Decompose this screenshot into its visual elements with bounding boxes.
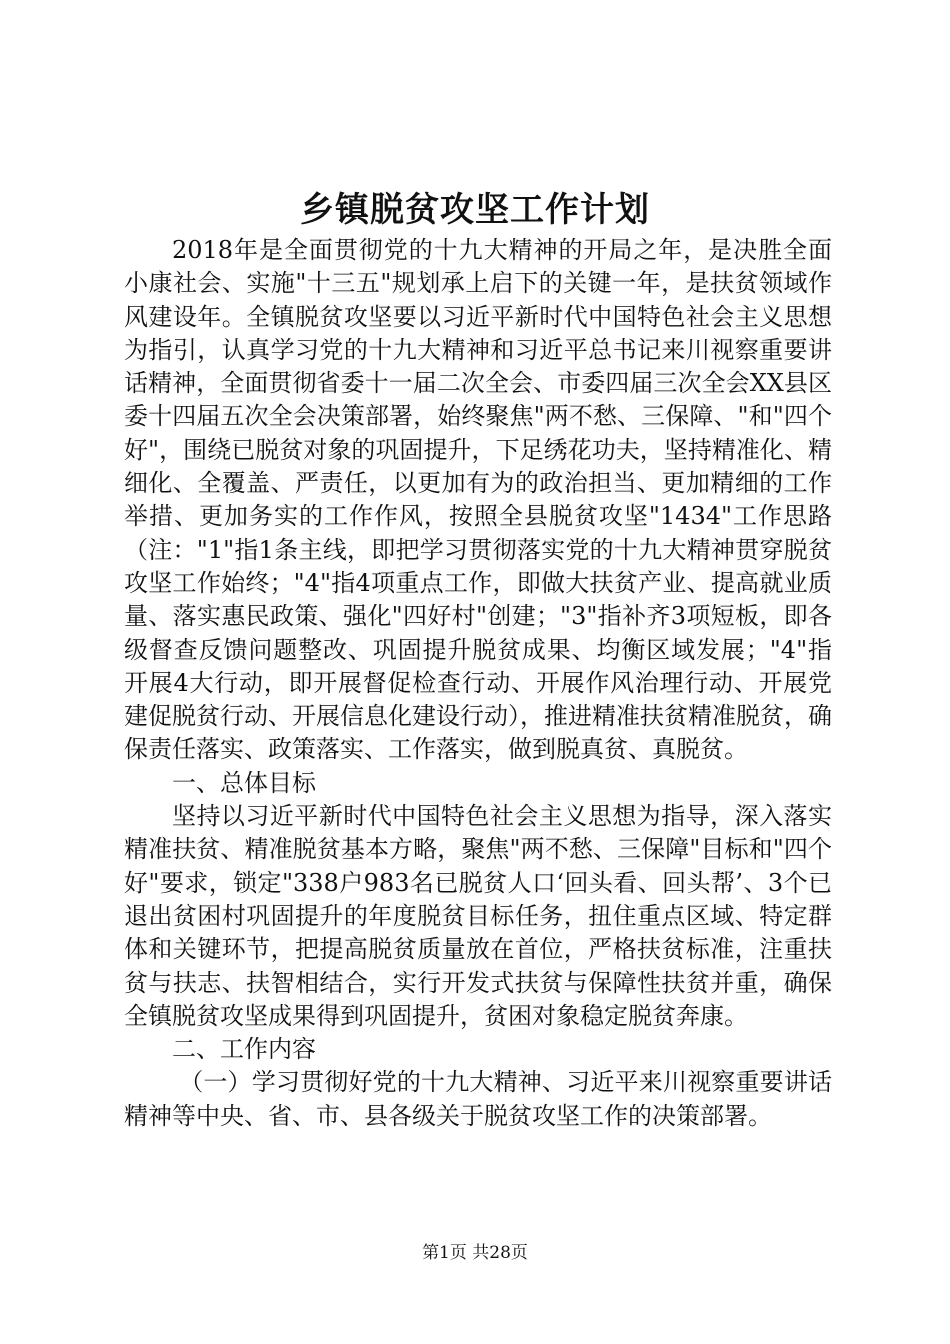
document-title: 乡镇脱贫攻坚工作计划 [300, 190, 650, 230]
paragraph-work-item-1: （一）学习贯彻好党的十九大精神、习近平来川视察重要讲话精神等中央、省、市、县各级关于脱贫攻坚工作的决策部署。 [124, 1068, 832, 1130]
page-footer: 第1页 共28页 [422, 1243, 528, 1263]
section-heading-work-content: 二、工作内容 [172, 1035, 316, 1064]
document-body [124, 234, 832, 1133]
section-heading-overall-goal: 一、总体目标 [172, 768, 316, 797]
paragraph-intro: 2018年是全面贯彻党的十九大精神的开局之年，是决胜全面小康社会、实施"十三五"规划承上启下的关键一年，是扶贫领域作风建设年。全镇脱贫攻坚要以习近平新时代中国特色社会主义思想为指引，认真学习党的十九大精神和习近平总书记来川视察重要讲话精神，全面贯彻省委十一届二次全会、市委四届三次全会XX县区委十四届五次全会决策部署，始终聚焦"两不愁、三保障、"和"四个好"，围绕已脱贫对象的巩固提升，下足绣花功夫，坚持精准化、精细化、全覆盖、严责任，以更加有为的政治担当、更加精细的工作举措、更加务实的工作作风，按照全县脱贫攻坚"1434"工作思路（注："1"指1条主线，即把学习贯彻落实党的十九大精神贯穿脱贫攻坚工作始终；"4"指4项重点工作，即做大扶贫产业、提高就业质量、落实惠民政策、强化"四好村"创建；"3"指补齐3项短板，即各级督查反馈问题整改、巩固提升脱贫成果、均衡区域发展；"4"指开展4大行动，即开展督促检查行动、开展作风治理行动、开展党建促脱贫行动、开展信息化建设行动），推进精准扶贫精准脱贫，确保责任落实、政策落实、工作落实，做到脱真贫、真脱贫。 [124, 236, 832, 764]
paragraph-overall-goal: 坚持以习近平新时代中国特色社会主义思想为指导，深入落实精准扶贫、精准脱贫基本方略，聚焦"两不愁、三保障"目标和"四个好"要求，锁定"338户983名已脱贫人口‘回头看、回头帮’、3个已退出贫困村巩固提升的年度脱贫目标任务，扭住重点区域、特定群体和关键环节，把提高脱贫质量放在首位，严格扶贫标准，注重扶贫与扶志、扶智相结合，实行开发式扶贫与保障性扶贫并重，确保全镇脱贫攻坚成果得到巩固提升，贫困对象稳定脱贫奔康。 [124, 802, 832, 1030]
